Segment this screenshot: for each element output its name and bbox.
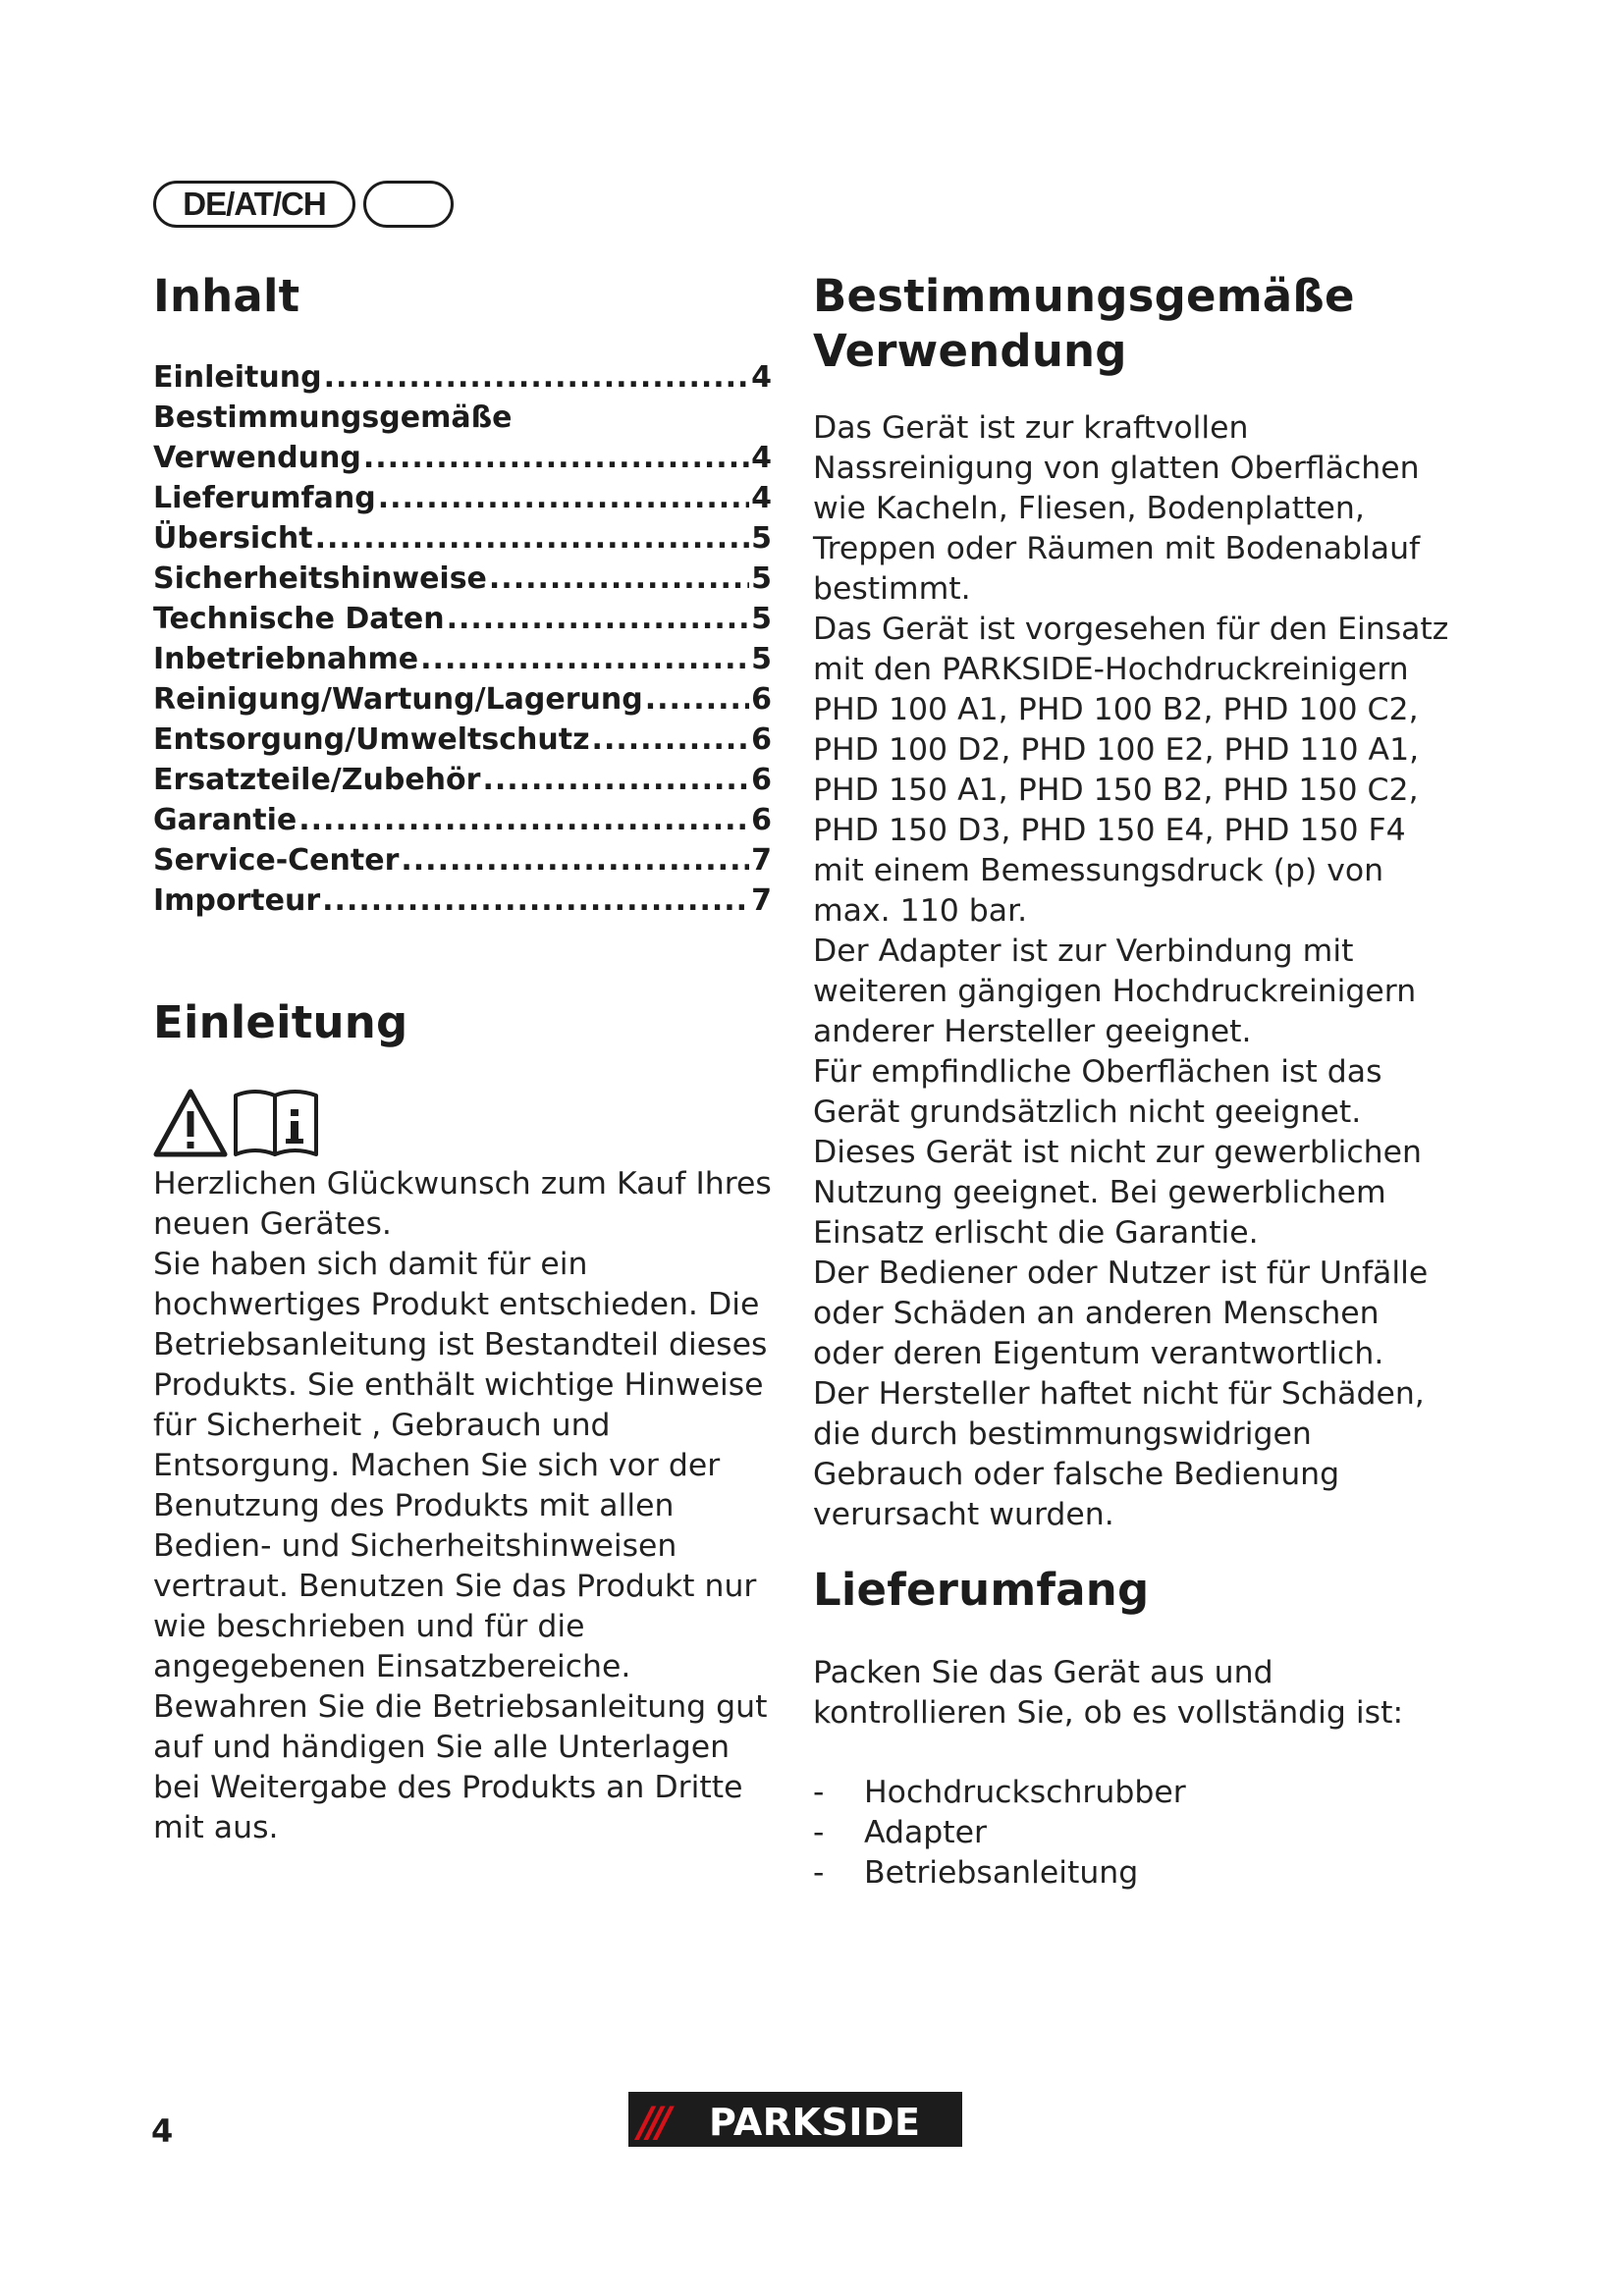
- toc-entry-page: 5: [751, 602, 772, 636]
- verwendung-paragraph: Das Gerät ist vorgesehen für den Einsatz mit den PARKSIDE-Hochdruckreinigern PHD 100 A1, PHD 100 B2, PHD 100 C2, PHD 100 D2, PHD 100 E2, PHD 110 A1, PHD 150 A1, PHD 150 B2, PHD 150 C2, PHD 150 D3, PHD 150 E4, PHD 150 F4 mit einem Bemessungsdruck (p) von max. 110 bar.: [813, 612, 1449, 929]
- lieferumfang-heading: Lieferumfang: [813, 1564, 1150, 1616]
- toc-entry-page: 6: [751, 722, 772, 757]
- list-item: [813, 1813, 1451, 1853]
- toc-entry-label: Technische Daten: [153, 602, 445, 636]
- toc-entry-label: Lieferumfang: [153, 481, 376, 515]
- toc-entry-page: 6: [751, 803, 772, 837]
- verwendung-paragraph: Das Gerät ist zur kraftvollen Nassreinigung von glatten Oberflächen wie Kacheln, Fliesen, Bodenplatten, Treppen oder Räumen mit Bodenablauf bestimmt.: [813, 410, 1421, 607]
- section-verwendung: [813, 269, 1451, 1535]
- toc-entry-service-center[interactable]: [153, 840, 772, 881]
- toc-entry-label: Reinigung/Wartung/Lagerung: [153, 682, 643, 717]
- language-badge-label: DE/AT/CH: [183, 186, 326, 222]
- parkside-logo: [628, 2092, 962, 2147]
- list-dash: -: [813, 1855, 825, 1891]
- safety-icons: [153, 1076, 772, 1158]
- toc-entry-label: Einleitung: [153, 360, 322, 395]
- toc-entry-page: 6: [751, 763, 772, 797]
- verwendung-heading: [813, 269, 1451, 379]
- toc-entry-garantie[interactable]: [153, 800, 772, 840]
- toc-entry-label-line1: Bestimmungsgemäße: [153, 400, 513, 435]
- table-of-contents: [153, 357, 772, 921]
- toc-entry-einleitung[interactable]: [153, 357, 772, 398]
- lieferumfang-list: [813, 1773, 1451, 1894]
- language-badges: [153, 177, 454, 232]
- section-lieferumfang: [813, 1563, 1451, 1894]
- toc-entry-lieferumfang[interactable]: [153, 478, 772, 518]
- einleitung-paragraph: Herzlichen Glückwunsch zum Kauf Ihres neuen Gerätes.: [153, 1166, 772, 1242]
- verwendung-heading-line1: Bestimmungsgemäße: [813, 270, 1355, 322]
- toc-entry-uebersicht[interactable]: [153, 518, 772, 559]
- page-number: 4: [151, 2112, 174, 2150]
- toc-entry-page: 5: [751, 521, 772, 556]
- verwendung-text: [813, 408, 1451, 1535]
- verwendung-paragraph: Der Adapter ist zur Verbindung mit weiteren gängigen Hochdruckreinigern anderer Hersteller geeignet.: [813, 934, 1417, 1049]
- toc-entry-label: Übersicht: [153, 521, 313, 556]
- verwendung-paragraph: Dieses Gerät ist nicht zur gewerblichen Nutzung geeignet. Bei gewerblichem Einsatz erlischt die Garantie.: [813, 1135, 1422, 1251]
- toc-entry-label: Inbetriebnahme: [153, 642, 419, 676]
- verwendung-paragraph: Für empfindliche Oberflächen ist das Gerät grundsätzlich nicht geeignet.: [813, 1054, 1382, 1130]
- right-column: [813, 269, 1451, 1925]
- toc-entry-page: 5: [751, 561, 772, 596]
- toc-entry-importeur[interactable]: [153, 881, 772, 921]
- list-dash: -: [813, 1775, 825, 1810]
- toc-entry-label: Entsorgung/Umweltschutz: [153, 722, 590, 757]
- toc-entry-verwendung[interactable]: [153, 438, 772, 478]
- einleitung-paragraph: Bewahren Sie die Betriebsanleitung gut auf und händigen Sie alle Unterlagen bei Weitergabe des Produkts an Dritte mit aus.: [153, 1689, 768, 1845]
- toc-entry-label: Ersatzteile/Zubehör: [153, 763, 481, 797]
- einleitung-text: [153, 1164, 772, 1848]
- toc-entry-reinigung[interactable]: [153, 679, 772, 720]
- toc-entry-page: 7: [751, 883, 772, 918]
- toc-entry-technische-daten[interactable]: [153, 599, 772, 639]
- toc-entry-page: 4: [751, 441, 772, 475]
- toc-entry-entsorgung[interactable]: [153, 720, 772, 760]
- list-item: [813, 1773, 1451, 1813]
- toc-entry-label: Sicherheitshinweise: [153, 561, 487, 596]
- toc-entry-ersatzteile[interactable]: [153, 760, 772, 800]
- left-column: [153, 269, 772, 1848]
- list-item-label: Adapter: [864, 1815, 987, 1850]
- toc-entry-label: Importeur: [153, 883, 321, 918]
- einleitung-paragraph: Sie haben sich damit für ein hochwertiges Produkt entschieden. Die Betriebsanleitung ist Bestandteil dieses Produkts. Sie enthält wichtige Hinweise für Sicherheit , Gebrauch und Entsorgung. Machen Sie sich vor der Benutzung des Produkts mit allen Bedien- und Sicherheitshinweisen vertraut. Benutzen Sie das Produkt nur wie beschrieben und für die angegebenen Einsatzbereiche.: [153, 1247, 768, 1684]
- logo-text: PARKSIDE: [709, 2101, 921, 2144]
- language-badge-empty: [363, 181, 454, 228]
- read-manual-icon: [232, 1084, 320, 1158]
- toc-entry-label: Garantie: [153, 803, 298, 837]
- toc-entry-page: 4: [751, 481, 772, 515]
- toc-entry-page: 6: [751, 682, 772, 717]
- language-badge-de-at-ch: [153, 181, 355, 228]
- list-item-label: Hochdruckschrubber: [864, 1775, 1186, 1810]
- list-item: [813, 1853, 1451, 1894]
- toc-entry-page: 5: [751, 642, 772, 676]
- list-item-label: Betriebsanleitung: [864, 1855, 1139, 1891]
- warning-triangle-icon: [153, 1088, 228, 1158]
- toc-entry-page: 4: [751, 360, 772, 395]
- toc-entry-sicherheitshinweise[interactable]: [153, 559, 772, 599]
- verwendung-paragraph: Der Hersteller haftet nicht für Schäden, die durch bestimmungswidrigen Gebrauch oder falsche Bedienung verursacht wurden.: [813, 1376, 1425, 1532]
- verwendung-heading-line2: Verwendung: [813, 325, 1127, 377]
- lieferumfang-intro: Packen Sie das Gerät aus und kontrollieren Sie, ob es vollständig ist:: [813, 1655, 1404, 1731]
- list-dash: -: [813, 1815, 825, 1850]
- toc-entry-page: 7: [751, 843, 772, 878]
- verwendung-paragraph: Der Bediener oder Nutzer ist für Unfälle oder Schäden an anderen Menschen oder deren Eigentum verantwortlich.: [813, 1255, 1429, 1371]
- toc-entry-label: Verwendung: [153, 441, 361, 475]
- logo-mark: ///: [638, 2098, 667, 2146]
- toc-entry-label: Service-Center: [153, 843, 400, 878]
- toc-title: Inhalt: [153, 270, 300, 322]
- section-einleitung: [153, 995, 772, 1848]
- toc-entry-inbetriebnahme[interactable]: [153, 639, 772, 679]
- einleitung-heading: Einleitung: [153, 996, 408, 1048]
